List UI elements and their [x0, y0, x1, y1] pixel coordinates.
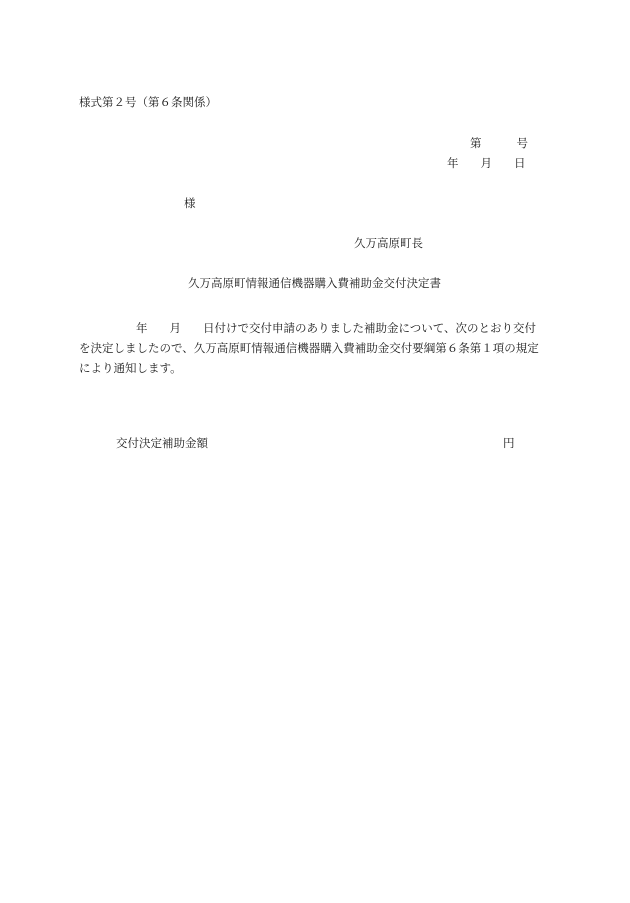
- form-number-label: 様式第２号（第６条関係）: [79, 95, 217, 109]
- body-line-1-text: 日付けで交付申請のありました補助金について、次のとおり交付: [203, 321, 537, 335]
- body-paragraph: [79, 318, 551, 378]
- number-prefix: 第: [470, 136, 482, 150]
- recipient-honorific: 様: [184, 196, 196, 210]
- issuer-name: 久万高原町長: [354, 236, 423, 250]
- body-month: 月: [169, 321, 181, 335]
- grant-amount-label: 交付決定補助金額: [116, 436, 208, 450]
- body-line-3: により通知します。: [79, 361, 182, 375]
- body-line-2: を決定しましたので、久万高原町情報通信機器購入費補助金交付要綱第６条第１項の規定: [79, 341, 539, 355]
- grant-amount-unit: 円: [503, 436, 515, 450]
- issue-date-line: [447, 158, 526, 170]
- body-line-1: [79, 318, 551, 338]
- number-suffix: 号: [516, 136, 528, 150]
- date-month: 月: [480, 156, 492, 170]
- document-number-line: [470, 138, 528, 150]
- date-day: 日: [514, 156, 526, 170]
- document-title: 久万高原町情報通信機器購入費補助金交付決定書: [188, 276, 441, 290]
- body-year: 年: [136, 321, 148, 335]
- date-year: 年: [447, 156, 459, 170]
